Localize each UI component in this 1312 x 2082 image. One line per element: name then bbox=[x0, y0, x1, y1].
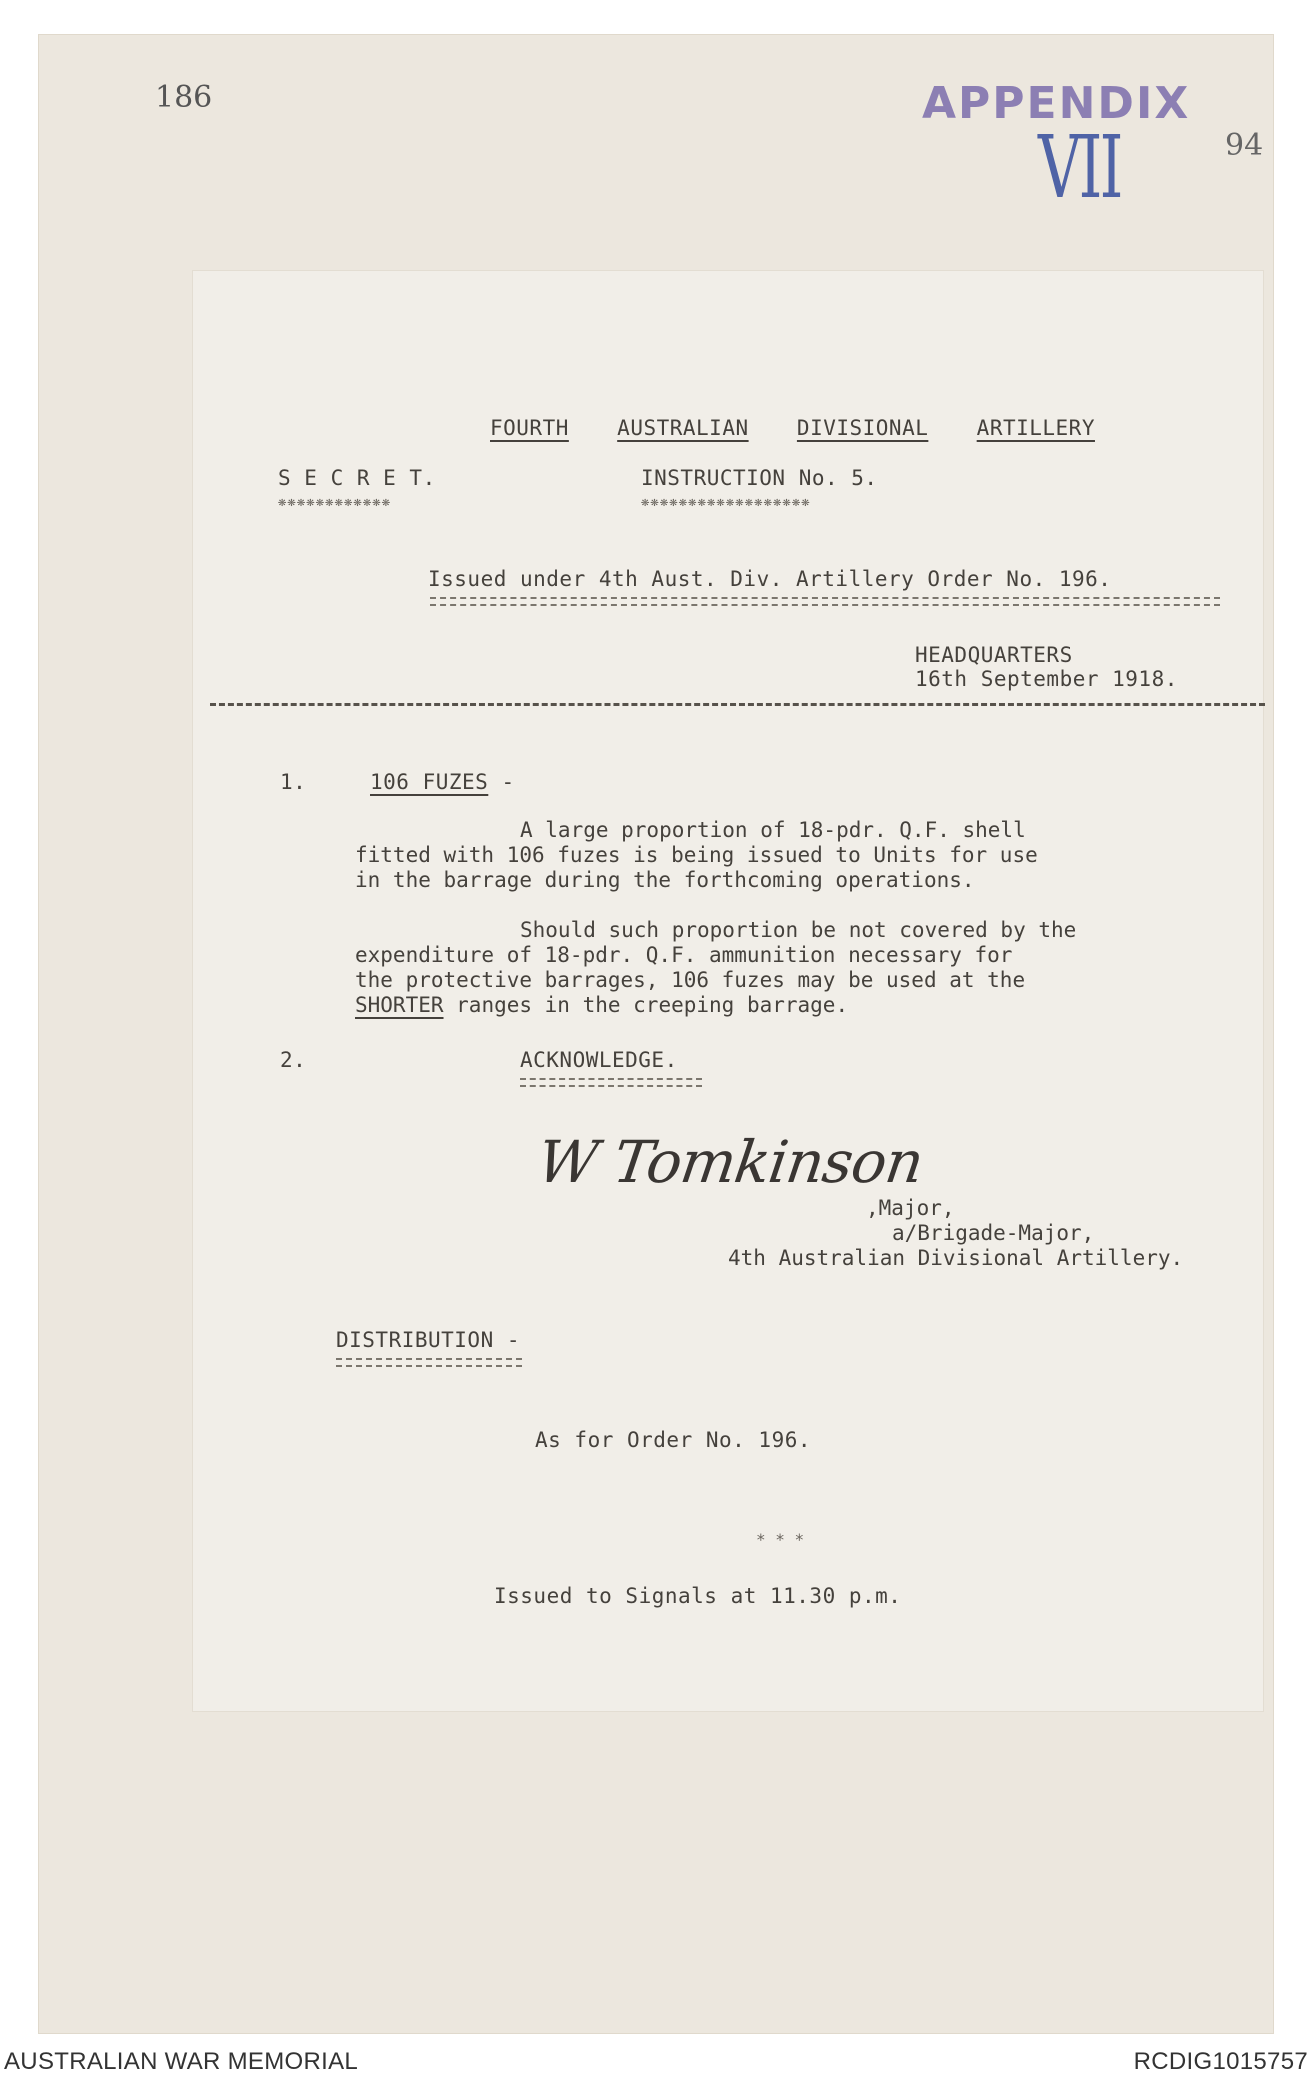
distribution-text: As for Order No. 196. bbox=[535, 1428, 812, 1452]
item-number: 1. bbox=[280, 770, 307, 794]
item-heading-text: 106 FUZES bbox=[370, 770, 489, 794]
paragraph-line: Should such proportion be not covered by the bbox=[520, 918, 1077, 942]
signature-rank: ,Major, bbox=[866, 1196, 955, 1220]
paragraph-line: expenditure of 18-pdr. Q.F. ammunition necessary for bbox=[355, 943, 1013, 967]
paragraph-line: in the barrage during the forthcoming operations. bbox=[355, 868, 975, 892]
unit-title-word: AUSTRALIAN bbox=[617, 416, 749, 440]
paragraph-line: fitted with 106 fuzes is being issued to Units for use bbox=[355, 843, 1038, 867]
paragraph-line bbox=[355, 993, 848, 1018]
paragraph-line-rest: ranges in the creeping barrage. bbox=[443, 993, 849, 1017]
paragraph-line: the protective barrages, 106 fuzes may be used at the bbox=[355, 968, 1026, 992]
footer-record-id: RCDIG1015757 bbox=[1133, 2048, 1308, 2075]
appendix-roman-numeral: VII bbox=[1038, 118, 1121, 218]
document-date: 16th September 1918. bbox=[915, 667, 1178, 691]
signature-role: a/Brigade-Major, bbox=[892, 1221, 1095, 1245]
issued-under-underline bbox=[430, 597, 1220, 606]
unit-title-word: DIVISIONAL bbox=[796, 416, 929, 440]
acknowledge: ACKNOWLEDGE. bbox=[520, 1048, 678, 1072]
issued-to-signals: Issued to Signals at 11.30 p.m. bbox=[494, 1584, 902, 1608]
acknowledge-underline bbox=[520, 1078, 702, 1087]
item-number: 2. bbox=[280, 1048, 307, 1072]
emphasis-text: SHORTER bbox=[355, 993, 444, 1017]
item-heading-suffix: - bbox=[501, 770, 515, 794]
unit-title-word: FOURTH bbox=[490, 416, 569, 440]
signature: W Tomkinson bbox=[533, 1128, 928, 1196]
distribution-underline bbox=[336, 1358, 522, 1367]
item-heading bbox=[370, 770, 515, 794]
classification-underline: ❋❋❋❋❋❋❋❋❋❋❋❋ bbox=[278, 494, 392, 510]
hq-location: HEADQUARTERS bbox=[915, 643, 1073, 667]
classification: S E C R E T. bbox=[278, 466, 436, 490]
issued-under: Issued under 4th Aust. Div. Artillery Order No. 196. bbox=[428, 567, 1112, 591]
unit-title bbox=[490, 416, 1095, 440]
instruction-number: INSTRUCTION No. 5. bbox=[641, 466, 878, 490]
folio-number: 94 bbox=[1225, 128, 1264, 163]
page-number: 186 bbox=[155, 80, 213, 115]
appendix-stamp: APPENDIX bbox=[922, 78, 1191, 129]
signature-unit: 4th Australian Divisional Artillery. bbox=[728, 1246, 1184, 1270]
instruction-underline: ❋❋❋❋❋❋❋❋❋❋❋❋❋❋❋❋❋❋ bbox=[641, 494, 811, 510]
header-separator bbox=[210, 703, 1265, 706]
distribution-heading: DISTRIBUTION - bbox=[336, 1328, 521, 1352]
separator-stars: * * * bbox=[756, 1530, 805, 1549]
footer-archive-name: AUSTRALIAN WAR MEMORIAL bbox=[4, 2048, 359, 2075]
paragraph-line: A large proportion of 18-pdr. Q.F. shell bbox=[520, 818, 1026, 842]
unit-title-word: ARTILLERY bbox=[976, 416, 1095, 440]
